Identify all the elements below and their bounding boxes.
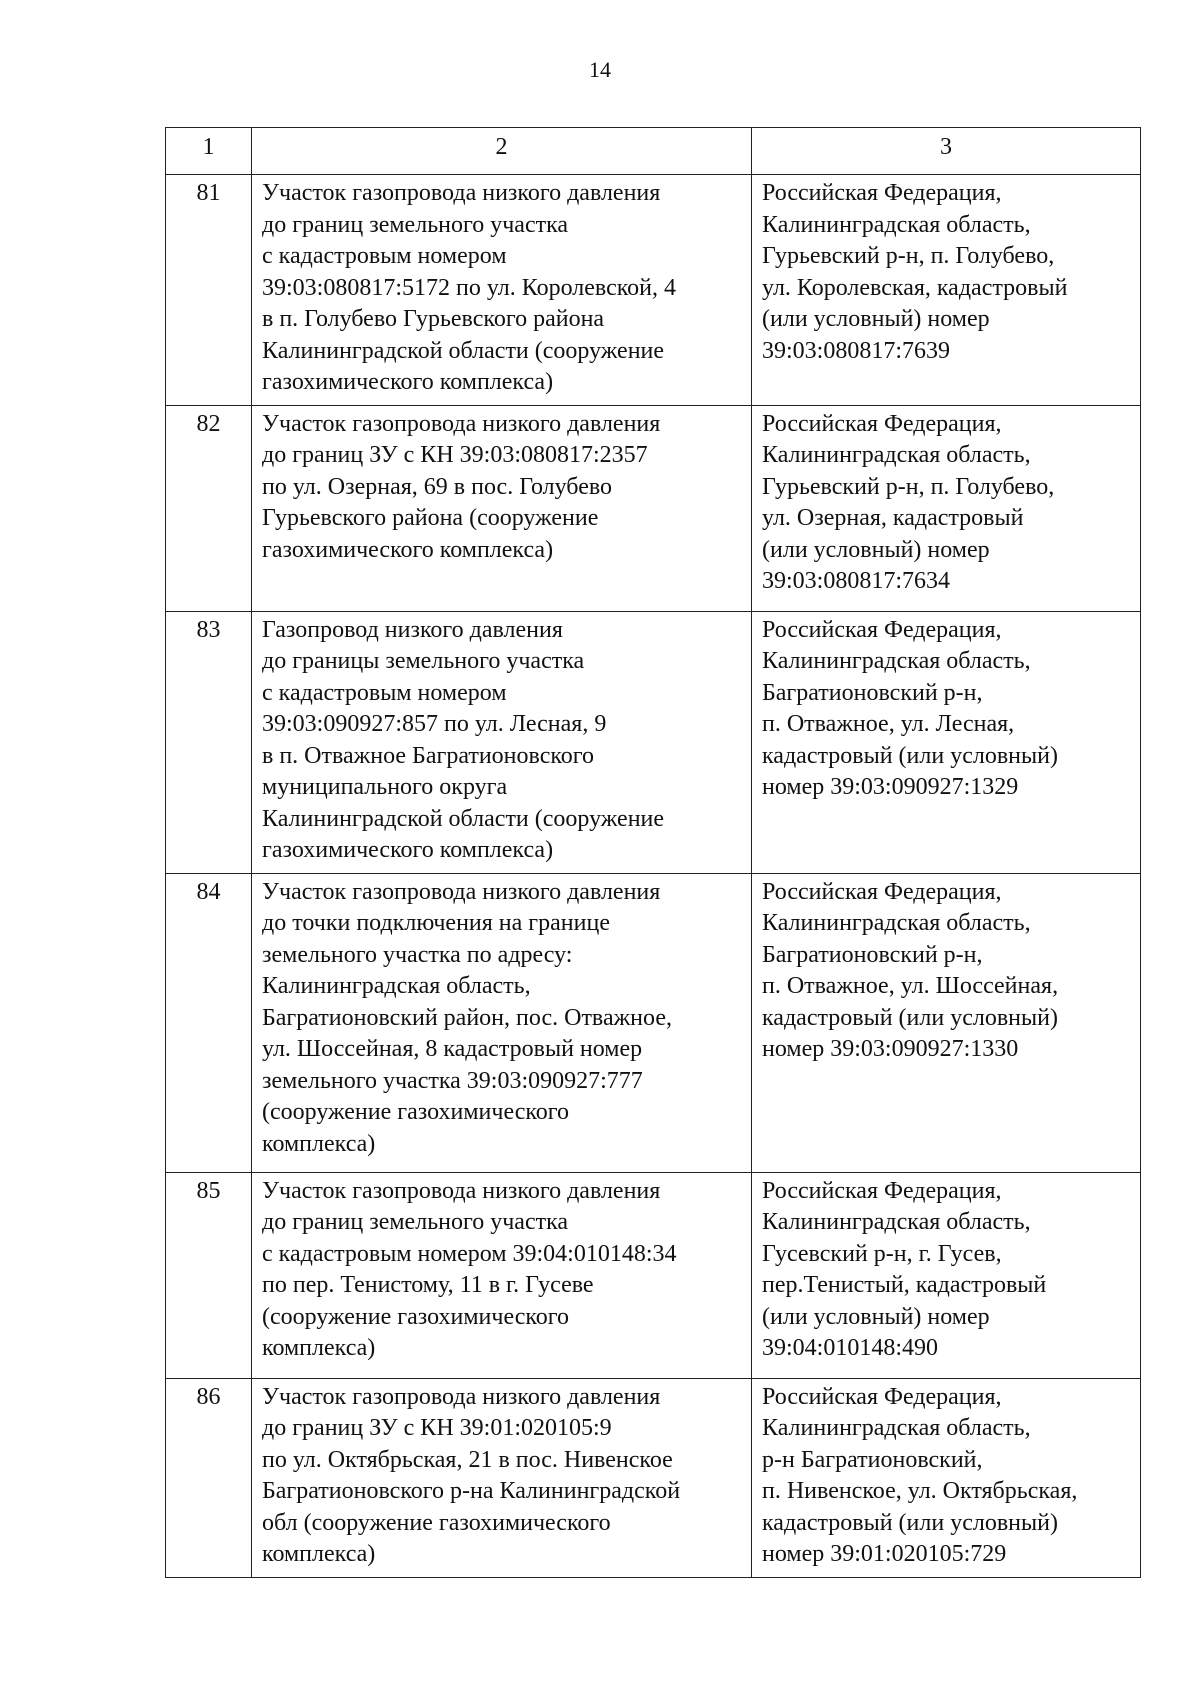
location-text: Российская Федерация, Калининградская область, Гурьевский р-н, п. Голубево, ул. Озерная, кадастровый (или условный) номер 39:03:080817:7634 — [762, 410, 1055, 594]
object-description — [252, 1172, 752, 1378]
row-number: 82 — [166, 405, 252, 611]
header-col-2: 2 — [252, 128, 752, 175]
object-text: Участок газопровода низкого давления до границ ЗУ с КН 39:01:020105:9 по ул. Октябрьская, 21 в пос. Нивенское Багратионовского р-на Калининградской обл (сооружение газохимического комплекса) — [262, 1383, 681, 1567]
table-row — [166, 405, 1141, 611]
table-row — [166, 873, 1141, 1172]
location-text: Российская Федерация, Калининградская область, Багратионовский р-н, п. Отважное, ул. Лесная, кадастровый (или условный) номер 39:03:090927:1329 — [762, 616, 1058, 800]
page-number: 14 — [589, 57, 611, 82]
table-row — [166, 175, 1141, 406]
header-col-3: 3 — [752, 128, 1141, 175]
object-location — [752, 405, 1141, 611]
location-text: Российская Федерация, Калининградская область, Гусевский р-н, г. Гусев, пер.Тенистый, кадастровый (или условный) номер 39:04:010148:490 — [762, 1177, 1047, 1361]
row-number: 83 — [166, 611, 252, 873]
object-description — [252, 405, 752, 611]
object-location — [752, 1172, 1141, 1378]
object-description — [252, 611, 752, 873]
table-header — [166, 128, 1141, 175]
object-description — [252, 1378, 752, 1577]
object-description — [252, 873, 752, 1172]
object-text: Газопровод низкого давления до границы земельного участка с кадастровым номером 39:03:090927:857 по ул. Лесная, 9 в п. Отважное Багратионовского муниципального округа Калининградской области (сооружение газохимического комплекса) — [262, 616, 665, 863]
object-text: Участок газопровода низкого давления до границ земельного участка с кадастровым номером 39:03:080817:5172 по ул. Королевской, 4 в п. Голубево Гурьевского района Калининградской области (сооружение газохимического комплекса) — [262, 180, 677, 395]
location-text: Российская Федерация, Калининградская область, Гурьевский р-н, п. Голубево, ул. Королевская, кадастровый (или условный) номер 39:03:080817:7639 — [762, 180, 1068, 364]
table-row — [166, 611, 1141, 873]
object-text: Участок газопровода низкого давления до точки подключения на границе земельного участка по адресу: Калининградская область, Багратионовский район, пос. Отважное, ул. Шоссейная, 8 кадастровый номер земельного участка 39:03:090927:777 (сооружение газохимического комплекса) — [262, 878, 672, 1157]
object-location — [752, 873, 1141, 1172]
header-col-1: 1 — [166, 128, 252, 175]
object-location — [752, 611, 1141, 873]
row-number: 84 — [166, 873, 252, 1172]
object-location — [752, 175, 1141, 406]
registry-table — [165, 127, 1141, 1578]
table-body — [166, 175, 1141, 1578]
location-text: Российская Федерация, Калининградская область, р-н Багратионовский, п. Нивенское, ул. Октябрьская, кадастровый (или условный) номер 39:01:020105:729 — [762, 1383, 1078, 1567]
table-row — [166, 1172, 1141, 1378]
object-location — [752, 1378, 1141, 1577]
object-description — [252, 175, 752, 406]
row-number: 81 — [166, 175, 252, 406]
object-text: Участок газопровода низкого давления до границ ЗУ с КН 39:03:080817:2357 по ул. Озерная, 69 в пос. Голубево Гурьевского района (сооружение газохимического комплекса) — [262, 410, 661, 563]
location-text: Российская Федерация, Калининградская область, Багратионовский р-н, п. Отважное, ул. Шоссейная, кадастровый (или условный) номер 39:03:090927:1330 — [762, 878, 1059, 1062]
row-number: 85 — [166, 1172, 252, 1378]
header-row — [166, 128, 1141, 175]
table-row — [166, 1378, 1141, 1577]
row-number: 86 — [166, 1378, 252, 1577]
object-text: Участок газопровода низкого давления до границ земельного участка с кадастровым номером 39:04:010148:34 по пер. Тенистому, 11 в г. Гусеве (сооружение газохимического комплекса) — [262, 1177, 677, 1361]
